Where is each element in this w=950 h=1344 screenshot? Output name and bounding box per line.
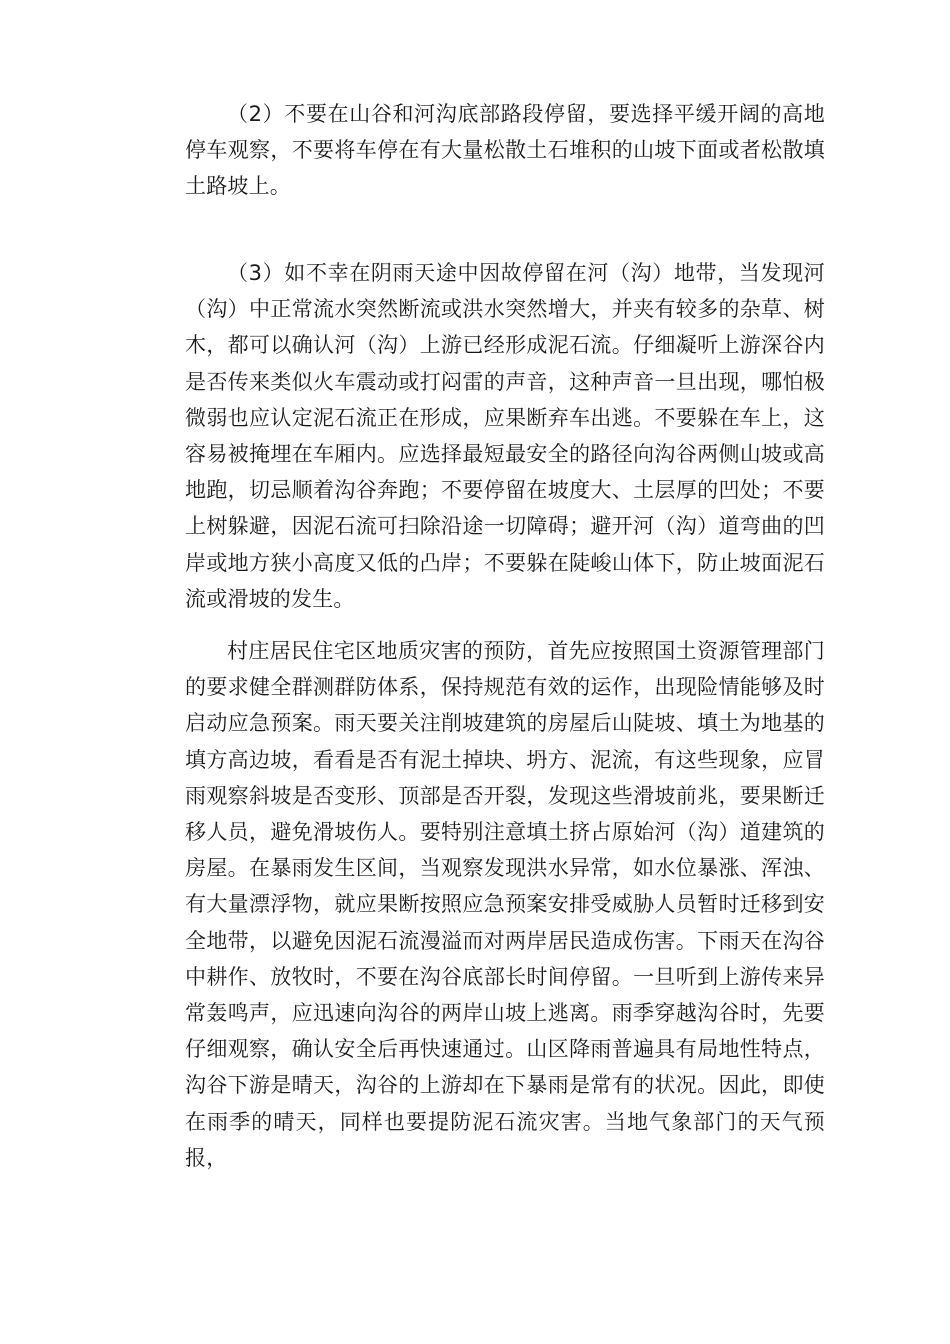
paragraph-village-prevention: 村庄居民住宅区地质灾害的预防，首先应按照国土资源管理部门的要求健全群测群防体系，保持规范有效的运作，出现险情能够及时启动应急预案。雨天要关注削坡建筑的房屋后山陡坡、填土为地基的填方高边坡，看看是否有泥土掉块、坍方、泥流，有这些现象，应冒雨观察斜坡是否变形、顶部是否开裂，发现这些滑坡前兆，要果断迁移人员，避免滑坡伤人。要特别注意填土挤占原始河（沟）道建筑的房屋。在暴雨发生区间，当观察发现洪水异常，如水位暴涨、浑浊、有大量漂浮物，就应果断按照应急预案安排受威胁人员暂时迁移到安全地带，以避免因泥石流漫溢而对两岸居民造成伤害。下雨天在沟谷中耕作、放牧时，不要在沟谷底部长时间停留。一旦听到上游传来异常轰鸣声，应迅速向沟谷的两岸山坡上逃离。雨季穿越沟谷时，先要仔细观察，确认安全后再快速通过。山区降雨普遍具有局地性特点，沟谷下游是晴天，沟谷的上游却在下暴雨是常有的状况。因此，即使在雨季的晴天，同样也要提防泥石流灾害。当地气象部门的天气预报， <box>185 639 825 1170</box>
paragraph-item-3: （3）如不幸在阴雨天途中因故停留在河（沟）地带，当发现河（沟）中正常流水突然断流或洪水突然增大，并夹有较多的杂草、树木，都可以确认河（沟）上游已经形成泥石流。仔细凝听上游深谷内是否传来类似火车震动或打闷雷的声音，这种声音一旦出现，哪怕极微弱也应认定泥石流正在形成，应果断弃车出逃。不要躲在车上，这容易被掩埋在车厢内。应选择最短最安全的路径向沟谷两侧山坡或高地跑，切忌顺着沟谷奔跑；不要停留在坡度大、土层厚的凹处；不要上树躲避，因泥石流可扫除沿途一切障碍；避开河（沟）道弯曲的凹岸或地方狭小高度又低的凸岸；不要躲在陡峻山体下，防止坡面泥石流或滑坡的发生。 <box>185 261 825 611</box>
paragraph-item-2: （2）不要在山谷和河沟底部路段停留，要选择平缓开阔的高地停车观察，不要将车停在有大量松散土石堆积的山坡下面或者松散填土路坡上。 <box>185 102 825 199</box>
